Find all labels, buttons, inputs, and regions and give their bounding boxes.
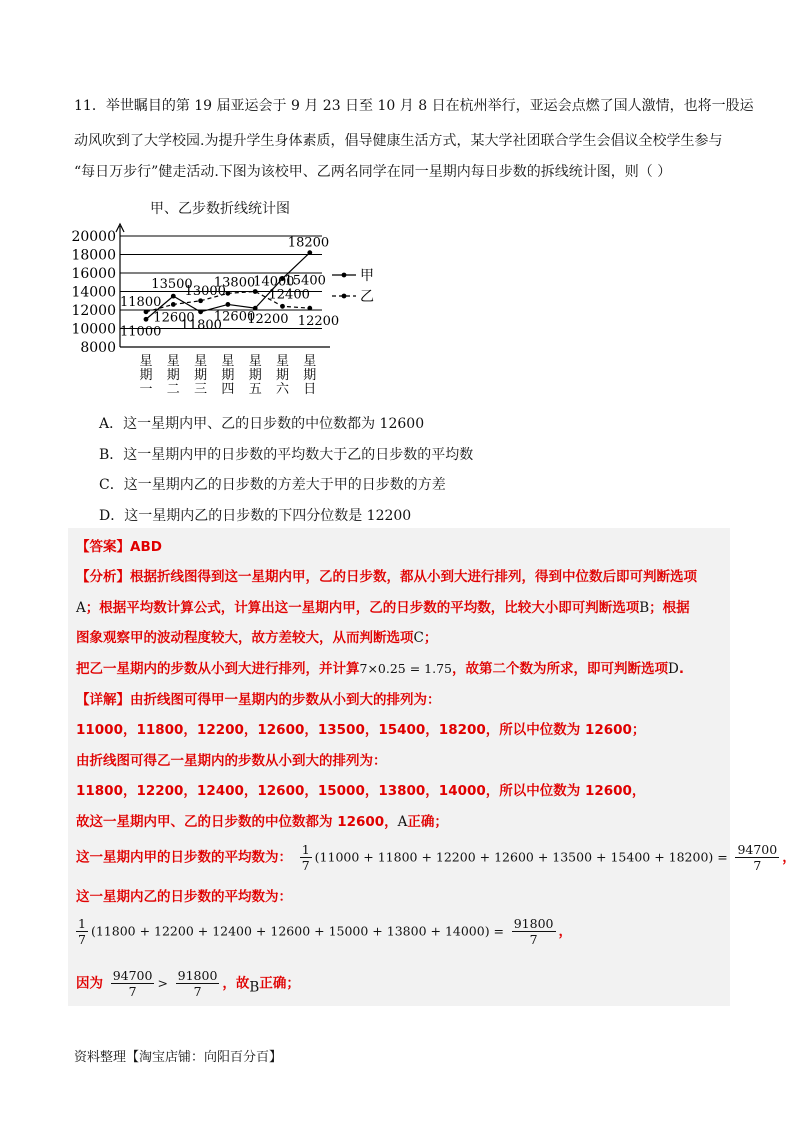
- data-label: 12400: [268, 287, 310, 303]
- x-category-char: 五: [248, 382, 262, 397]
- detail-text-9-mid: ，故: [222, 975, 250, 992]
- analysis-line-3: [76, 628, 437, 648]
- question-line-2: 动风吹到了大学校园.为提升学生身体素质，倡导健康生活方式，某大学社团联合学生会倡议全校学生参与: [74, 133, 723, 149]
- data-label: 13000: [184, 283, 226, 299]
- detail-text-8-end: ，: [558, 923, 572, 940]
- series-point-jia: [307, 250, 312, 255]
- option-ref-a: A: [76, 600, 86, 616]
- option-d: D．这一星期内乙的日步数的下四分位数是 12200: [99, 508, 412, 524]
- x-category-char: 二: [166, 382, 180, 397]
- fraction-den: 7: [128, 984, 137, 999]
- data-label: 15400: [284, 273, 326, 289]
- x-category-label: [194, 354, 207, 397]
- footer-source: 资料整理【淘宝店铺：向阳百分百】: [74, 1050, 283, 1065]
- analysis-text-3: 图象观察甲的波动程度较大，故方差较大，从而判断选项: [76, 630, 414, 646]
- x-category-char: 期: [303, 368, 317, 383]
- y-tick-label: 10000: [71, 321, 116, 338]
- series-point-yi: [280, 304, 285, 309]
- detail-text-9-end: 正确；: [259, 975, 300, 992]
- data-label: 11800: [120, 294, 162, 310]
- fraction-den: 7: [301, 858, 310, 873]
- option-b: B．这一星期内甲的日步数的平均数大于乙的日步数的平均数: [99, 447, 474, 463]
- data-label: 12600: [153, 310, 195, 326]
- data-label: 11000: [120, 324, 162, 340]
- x-category-char: 星: [139, 354, 153, 369]
- fraction-num: 1: [301, 842, 310, 857]
- detail-line-2: 11000，11800，12200，12600，13500，15400，18200，所以中位数为 12600；: [76, 722, 646, 738]
- x-category-label: [221, 354, 234, 397]
- y-tick-label: 8000: [80, 340, 116, 356]
- option-c: C．这一星期内乙的日步数的方差大于甲的日步数的方差: [99, 477, 446, 493]
- fraction-num: 1: [78, 916, 86, 931]
- mean-expression-yi: (11800 + 12200 + 12400 + 12600 + 15000 + 13800 + 14000) =: [90, 923, 505, 939]
- data-label: 13500: [151, 277, 193, 293]
- legend-label: 甲: [360, 268, 374, 284]
- fraction-one-seventh-2: [76, 916, 88, 947]
- step-count-line-chart: [60, 220, 400, 405]
- fraction-one-seventh: [300, 842, 312, 873]
- y-tick-label: 16000: [71, 266, 116, 282]
- chart-title: 甲、乙步数折线统计图: [150, 201, 290, 217]
- series-point-jia: [144, 317, 149, 322]
- data-label: 14000: [253, 274, 295, 290]
- x-category-char: 星: [194, 354, 208, 369]
- chart-legend: [332, 268, 374, 305]
- x-category-char: 星: [166, 354, 180, 369]
- detail-line-5: [76, 812, 448, 832]
- series-point-yi: [144, 309, 149, 314]
- series-point-jia: [171, 294, 176, 299]
- fraction-mean-jia: [735, 842, 779, 873]
- data-label: 12600: [213, 309, 256, 325]
- y-tick-label: 18000: [71, 247, 116, 264]
- option-ref-d: D: [668, 661, 679, 677]
- fraction-num: 91800: [513, 916, 554, 931]
- x-category-label: [167, 354, 180, 397]
- x-category-char: 三: [194, 382, 208, 397]
- option-ref-a-2: A: [397, 814, 408, 830]
- fraction-den: 7: [193, 984, 202, 999]
- greater-than-sign: >: [157, 975, 168, 991]
- x-category-char: 星: [275, 354, 290, 369]
- detail-line-6: [76, 842, 796, 873]
- x-category-char: 期: [275, 368, 290, 383]
- detail-text-9: 因为: [76, 975, 103, 992]
- x-category-char: 一: [139, 382, 153, 397]
- x-category-char: 星: [248, 354, 262, 369]
- analysis-text-4-end: ，故第二个数为所求，即可判断选项: [452, 661, 669, 677]
- fraction-den: 7: [78, 932, 86, 947]
- x-category-char: 六: [275, 382, 290, 397]
- analysis-text-1: 【分析】根据折线图得到这一星期内甲，乙的日步数，都从小到大进行排列，得到中位数后即可判断选项: [76, 569, 697, 585]
- mean-expression-jia: (11000 + 11800 + 12200 + 12600 + 13500 + 15400 + 18200) =: [314, 849, 728, 865]
- data-label: 11800: [180, 317, 222, 333]
- analysis-line-1: [76, 567, 697, 587]
- detail-text-5: 故这一星期内甲、乙的日步数的中位数都为 12600，: [76, 814, 398, 830]
- detail-line-1: 【详解】由折线图可得甲一星期内的步数从小到大的排列为：: [76, 692, 441, 708]
- option-ref-b: B: [639, 600, 650, 616]
- series-point-jia: [198, 309, 203, 314]
- x-category-char: 期: [248, 368, 262, 383]
- detail-line-4: 11800，12200，12400，12600，15000，13800，14000，所以中位数为 12600，: [76, 783, 646, 799]
- x-category-char: 星: [303, 354, 317, 369]
- detail-line-8: [76, 916, 572, 947]
- legend-marker: [342, 294, 347, 299]
- quartile-formula: 7×0.25 = 1.75: [359, 661, 453, 676]
- fraction-num: 91800: [177, 968, 218, 983]
- series-point-jia: [226, 302, 231, 307]
- y-tick-label: 20000: [71, 229, 116, 245]
- x-category-char: 日: [303, 382, 317, 397]
- x-category-label: [276, 354, 290, 397]
- legend-marker: [342, 273, 347, 278]
- x-category-label: [303, 354, 316, 397]
- detail-line-7: 这一星期内乙的日步数的平均数为：: [76, 889, 292, 905]
- fraction-num: 94700: [737, 842, 778, 857]
- analysis-line-4: [76, 659, 684, 679]
- data-label: 12200: [297, 314, 340, 330]
- question-line-3: “每日万步行”健走活动.下图为该校甲、乙两名同学在同一星期内每日步数的拆线统计图，则（ ）: [74, 164, 672, 180]
- answer-label: 【答案】ABD: [76, 539, 162, 555]
- detail-line-3: 由折线图可得乙一星期内的步数从小到大的排列为：: [76, 753, 387, 769]
- analysis-text-2-end: ；根据: [649, 600, 690, 616]
- x-category-label: [249, 354, 262, 397]
- x-category-char: 期: [166, 368, 180, 383]
- data-label: 12200: [247, 312, 289, 328]
- option-ref-b-2: B: [249, 979, 260, 996]
- fraction-compare-b: [176, 968, 220, 999]
- analysis-text-4-dot: .: [678, 661, 684, 677]
- analysis-line-2: [76, 598, 690, 618]
- detail-text-5-end: 正确；: [407, 814, 448, 830]
- x-category-char: 四: [221, 382, 235, 397]
- fraction-compare-a: [111, 968, 155, 999]
- detail-line-9: [76, 968, 300, 999]
- series-point-yi: [226, 291, 231, 296]
- fraction-den: 7: [529, 932, 538, 947]
- x-category-char: 星: [221, 354, 235, 369]
- data-label: 13800: [213, 275, 256, 291]
- fraction-num: 94700: [112, 968, 153, 983]
- question-line-1: 11．举世瞩目的第 19 届亚运会于 9 月 23 日至 10 月 8 日在杭州举行，亚运会点燃了国人激情，也将一股运: [74, 98, 754, 114]
- series-point-yi: [198, 298, 203, 303]
- fraction-den: 7: [753, 858, 762, 873]
- x-category-char: 期: [221, 368, 235, 383]
- analysis-text-3-end: ；: [423, 630, 438, 646]
- y-tick-label: 12000: [71, 303, 116, 319]
- series-point-yi: [307, 306, 312, 311]
- analysis-text-4: 把乙一星期内的步数从小到大进行排列，并计算: [76, 661, 360, 677]
- detail-text-6: 这一星期内甲的日步数的平均数为：: [76, 849, 292, 866]
- legend-label: 乙: [360, 289, 374, 305]
- option-a: A．这一星期内甲、乙的日步数的中位数都为 12600: [99, 416, 425, 432]
- option-ref-c: C: [413, 630, 424, 646]
- y-tick-label: 14000: [71, 284, 116, 301]
- data-label: 18200: [287, 235, 330, 251]
- x-category-char: 期: [139, 368, 153, 383]
- x-category-label: [139, 354, 152, 397]
- x-category-char: 期: [194, 368, 208, 383]
- detail-text-6-end: ，: [782, 849, 796, 866]
- fraction-mean-yi: [512, 916, 556, 947]
- analysis-text-2: ；根据平均数计算公式，计算出这一星期内甲，乙的日步数的平均数，比较大小即可判断选项: [85, 600, 640, 616]
- series-point-yi: [171, 302, 176, 307]
